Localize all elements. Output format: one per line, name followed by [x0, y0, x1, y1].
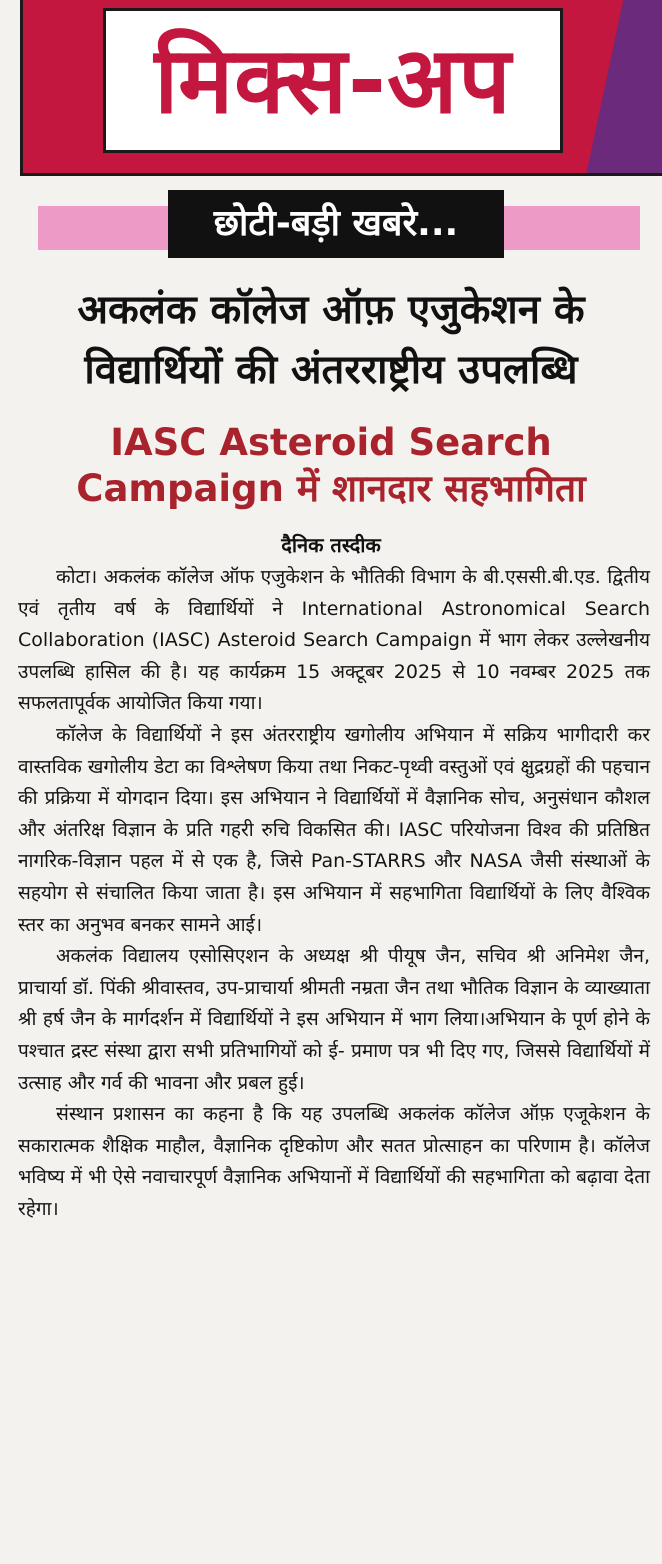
article-headline: अकलंक कॉलेज ऑफ़ एजुकेशन के विद्यार्थियों की अंतरराष्ट्रीय उपलब्धि: [77, 287, 585, 393]
article-byline: दैनिक तस्दीक: [281, 533, 381, 557]
article-paragraph-1: कोटा। अकलंक कॉलेज ऑफ एजुकेशन के भौतिकी विभाग के बी.एससी.बी.एड. द्वितीय एवं तृतीय वर्ष के विद्यार्थियों ने International Astronomical Search Collaboration (IASC) Asteroid Search Campaign में भाग लेकर उल्लेखनीय उपलब्धि हासिल की है। यह कार्यक्रम 15 अक्टूबर 2025 से 10 नवम्बर 2025 तक सफलतापूर्वक आयोजित किया गया।: [18, 566, 650, 715]
masthead: [20, 0, 662, 176]
article-subhead: IASC Asteroid Search Campaign में शानदार सहभागिता: [76, 421, 586, 510]
article-paragraph-2: कॉलेज के विद्यार्थियों ने इस अंतरराष्ट्रीय खगोलीय अभियान में सक्रिय भागीदारी कर वास्तविक खगोलीय डेटा का विश्लेषण किया तथा निकट-पृथ्वी वस्तुओं एवं क्षुद्रग्रहों की पहचान की प्रक्रिया में योगदान दिया। इस अभियान ने विद्यार्थियों में वैज्ञानिक सोच, अनुसंधान कौशल और अंतरिक्ष विज्ञान के प्रति गहरी रुचि विकसित की। IASC परियोजना विश्व की प्रतिष्ठित नागरिक-विज्ञान पहल में से एक है, जिसे Pan-STARRS और NASA जैसी संस्थाओं के सहयोग से संचालित किया जाता है। इस अभियान में सहभागिता विद्यार्थियों के लिए वैश्विक स्तर का अनुभव बनकर सामने आई।: [18, 723, 650, 936]
section-label: छोटी-बड़ी खबरे...: [168, 190, 504, 258]
article-paragraph-3: अकलंक विद्यालय एसोसिएशन के अध्यक्ष श्री पीयूष जैन, सचिव श्री अनिमेश जैन, प्राचार्या डॉ. पिंकी श्रीवास्तव, उप-प्राचार्या श्रीमती नम्रता जैन तथा भौतिक विज्ञान के व्याख्याता श्री हर्ष जैन के मार्गदर्शन में विद्यार्थियों ने इस अभियान में भाग लिया।अभियान के पूर्ण होने के पश्चात द्रस्ट संस्था द्वारा सभी प्रतिभागियों को ई- प्रमाण पत्र भी दिए गए, जिससे विद्यार्थियों में उत्साह और गर्व की भावना और प्रबल हुई।: [18, 945, 650, 1094]
article-paragraph-4: संस्थान प्रशासन का कहना है कि यह उपलब्धि अकलंक कॉलेज ऑफ़ एजूकेशन के सकारात्मक शैक्षिक माहौल, वैज्ञानिक दृष्टिकोण और सतत प्रोत्साहन का परिणाम है। कॉलेज भविष्य में भी ऐसे नवाचारपूर्ण वैज्ञानिक अभियानों में विद्यार्थियों की सहभागिता को बढ़ावा देता रहेगा।: [18, 1103, 650, 1220]
masthead-title: मिक्स-अप: [103, 8, 563, 153]
article-body: [18, 562, 650, 1225]
masthead-accent-stripe: [576, 0, 662, 176]
